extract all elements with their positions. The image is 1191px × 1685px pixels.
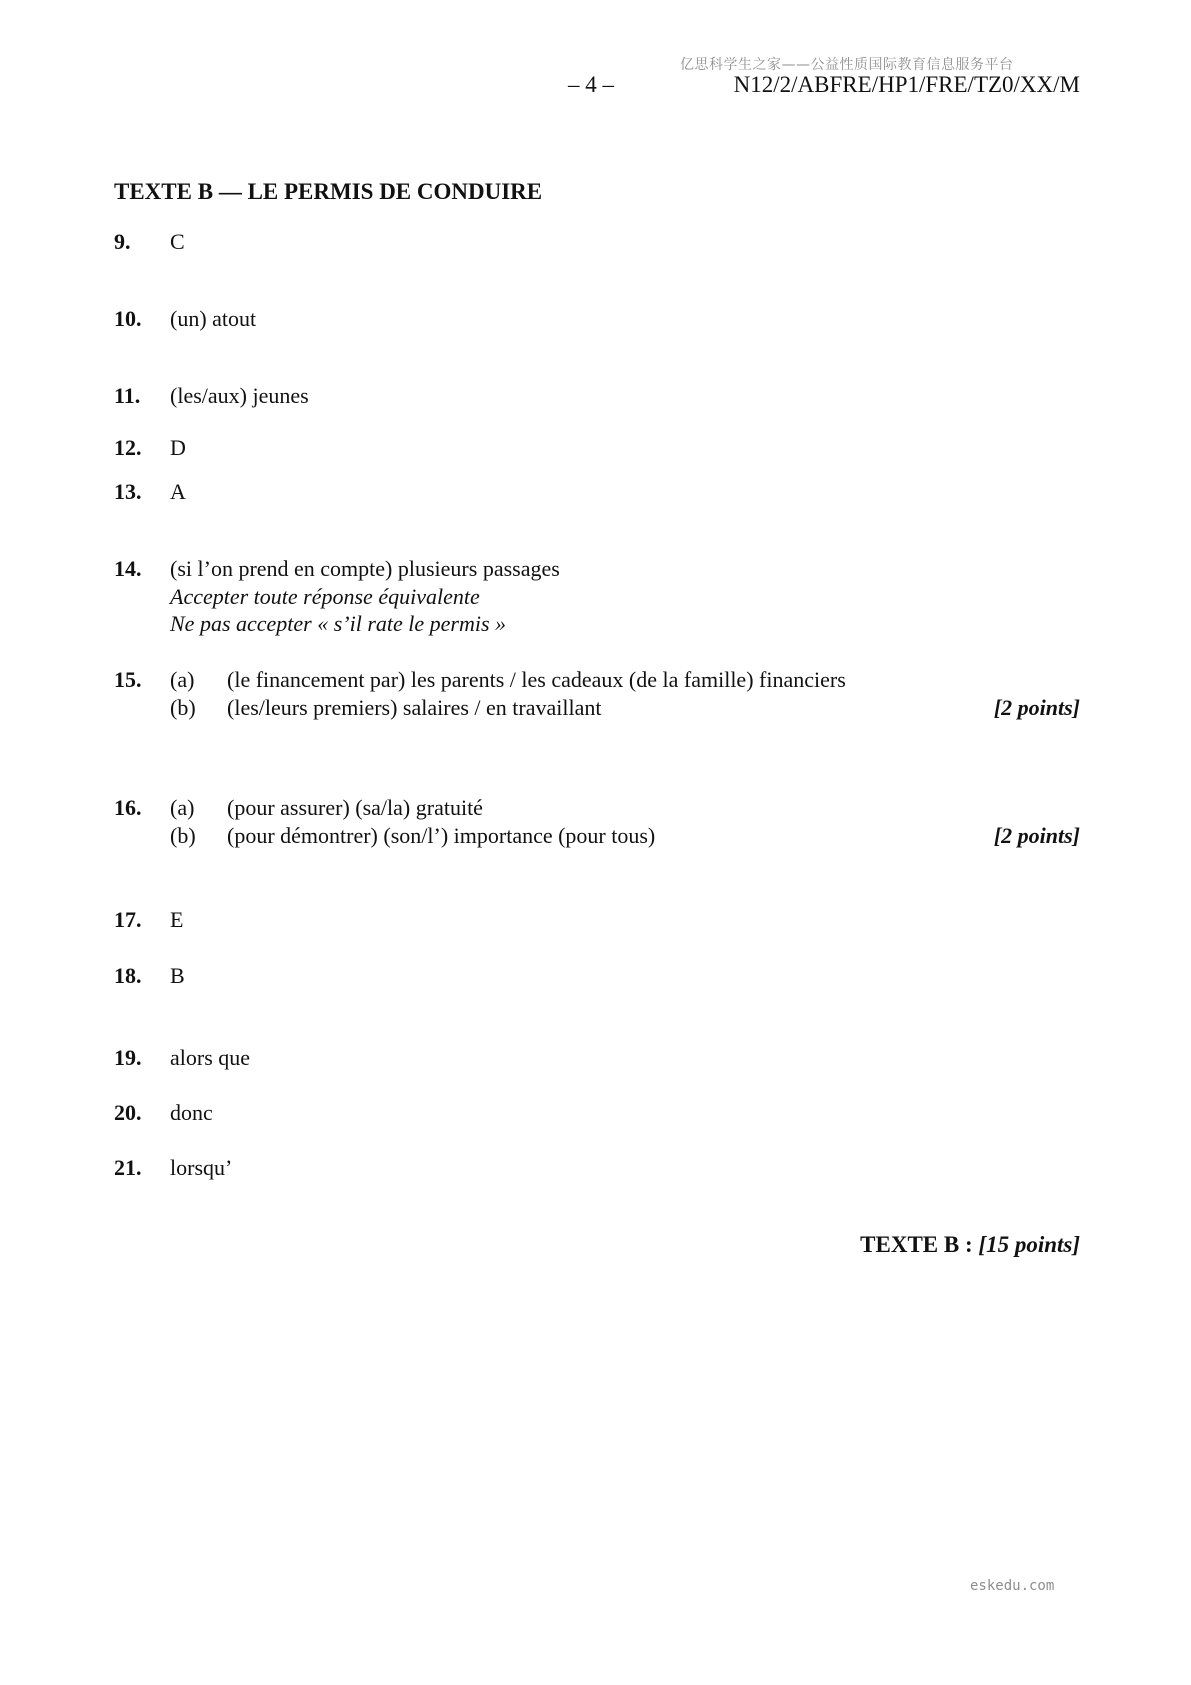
answer-item-19	[114, 1044, 1080, 1072]
answer-text: lorsqu’	[170, 1155, 233, 1180]
sub-answer-b	[170, 822, 1080, 850]
question-number: 18.	[114, 963, 142, 988]
question-number: 19.	[114, 1045, 142, 1070]
answer-item-14	[114, 555, 1080, 638]
page-number: – 4 –	[568, 72, 614, 97]
footer-watermark: eskedu.com	[970, 1578, 1055, 1594]
answer-item-9	[114, 228, 1080, 256]
sub-label: (a)	[170, 795, 195, 820]
sub-answer-text: (le financement par) les parents / les cadeaux (de la famille) financiers	[227, 667, 846, 692]
header-watermark: 亿思科学生之家——公益性质国际教育信息服务平台	[680, 57, 1014, 73]
answer-text: B	[170, 963, 185, 988]
sub-label: (a)	[170, 667, 195, 692]
answer-text: E	[170, 907, 184, 932]
sub-label: (b)	[170, 694, 196, 720]
question-number: 20.	[114, 1100, 142, 1125]
sub-answer-text: (pour assurer) (sa/la) gratuité	[227, 795, 483, 820]
sub-answer-a	[170, 666, 1080, 694]
answer-item-12	[114, 434, 1080, 462]
answer-item-17	[114, 906, 1080, 934]
answer-text: donc	[170, 1100, 213, 1125]
answer-item-11	[114, 382, 1080, 410]
section-title: TEXTE B — LE PERMIS DE CONDUIRE	[114, 179, 543, 204]
answer-item-15	[114, 666, 1080, 721]
sub-answer-b	[170, 694, 1080, 722]
sub-answer-text: (pour démontrer) (son/l’) importance (pour tous)	[227, 822, 656, 848]
points-label: [2 points]	[993, 822, 1080, 848]
document-code: N12/2/ABFRE/HP1/FRE/TZ0/XX/M	[733, 72, 1080, 97]
total-label: TEXTE B :	[860, 1232, 979, 1257]
sub-answer-text: (les/leurs premiers) salaires / en travaillant	[227, 694, 602, 720]
answer-item-13	[114, 478, 1080, 506]
marking-note: Accepter toute réponse équivalente	[170, 583, 480, 609]
question-number: 15.	[114, 667, 142, 692]
total-points: [15 points]	[978, 1232, 1080, 1257]
answer-item-21	[114, 1154, 1080, 1182]
question-number: 16.	[114, 795, 142, 820]
points-label: [2 points]	[993, 694, 1080, 720]
answer-item-10	[114, 305, 1080, 333]
question-number: 9.	[114, 229, 131, 254]
answer-item-20	[114, 1099, 1080, 1127]
question-number: 12.	[114, 435, 142, 460]
answer-text: (si l’on prend en compte) plusieurs passages	[170, 556, 560, 581]
section-total	[860, 1232, 1080, 1258]
question-number: 10.	[114, 306, 142, 331]
answer-item-18	[114, 962, 1080, 990]
question-number: 14.	[114, 556, 142, 581]
question-number: 21.	[114, 1155, 142, 1180]
question-number: 11.	[114, 383, 141, 408]
sub-label: (b)	[170, 822, 196, 848]
answer-item-16	[114, 794, 1080, 849]
answer-text: A	[170, 479, 186, 504]
answer-text: D	[170, 435, 186, 460]
sub-answer-a	[170, 794, 1080, 822]
answer-text: (un) atout	[170, 306, 257, 331]
question-number: 17.	[114, 907, 142, 932]
answer-text: C	[170, 229, 185, 254]
answer-text: alors que	[170, 1045, 251, 1070]
marking-note: Ne pas accepter « s’il rate le permis »	[170, 611, 507, 636]
answer-text: (les/aux) jeunes	[170, 383, 309, 408]
question-number: 13.	[114, 479, 142, 504]
